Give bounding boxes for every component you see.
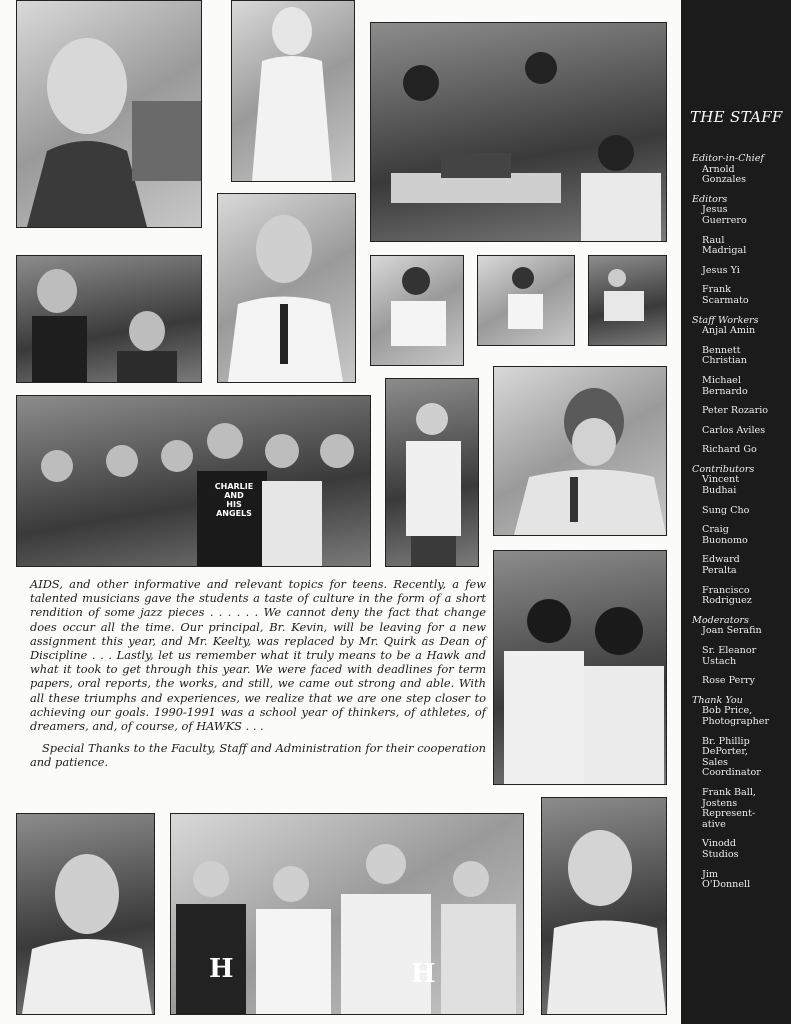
staff-name: Jesus — [702, 204, 728, 216]
staff-name: Edward — [702, 554, 740, 566]
staff-name: Scarmato — [702, 294, 749, 306]
staff-name: DePorter, — [702, 746, 748, 758]
staff-name: Represent- — [702, 808, 756, 820]
staff-entry — [692, 788, 788, 839]
staff-role: Contributors — [692, 463, 755, 475]
staff-entry — [692, 285, 788, 315]
photo-student-writing — [493, 366, 667, 536]
staff-name: Gonzales — [702, 174, 747, 186]
staff-entry — [692, 555, 788, 585]
letter-h-right: H — [411, 959, 436, 989]
article-paragraph-2: Special Thanks to the Faculty, Staff and Administration for their cooperation and patience. — [30, 741, 486, 770]
staff-name: Joan Serafin — [702, 625, 762, 637]
staff-entry — [692, 696, 788, 737]
photo-man-portrait — [16, 813, 155, 1015]
staff-name: Coordinator — [702, 767, 761, 779]
staff-title: THE STAFF — [690, 108, 783, 126]
staff-entry — [692, 676, 788, 696]
photo-two-people-gym — [16, 255, 202, 383]
photo-laughing-student — [541, 797, 667, 1015]
photo-student-desk-3 — [588, 255, 667, 346]
photo-classroom-desks — [370, 22, 667, 242]
staff-entry — [692, 839, 788, 869]
staff-entry — [692, 154, 788, 195]
staff-entry — [692, 465, 788, 506]
staff-role: Staff Workers — [692, 314, 759, 326]
staff-name: Rodriguez — [702, 595, 752, 607]
staff-entry — [692, 506, 788, 526]
staff-name: Carlos Aviles — [702, 424, 766, 436]
staff-name: Raul — [702, 234, 725, 246]
staff-name: Studios — [702, 848, 739, 860]
staff-name: Br. Phillip — [702, 735, 750, 747]
staff-entry — [692, 406, 788, 426]
staff-name: Vinodd — [702, 838, 737, 850]
photo-student-desk-1 — [370, 255, 464, 366]
staff-name: Photographer — [702, 715, 770, 727]
sweatshirt-text: CHARLIE AND HIS ANGELS — [214, 482, 254, 518]
staff-name: Bennett — [702, 344, 741, 356]
staff-name: Richard Go — [702, 444, 757, 456]
staff-name: ative — [702, 818, 726, 830]
photo-man-microphone — [217, 193, 356, 383]
staff-name: Peter Rozario — [702, 405, 769, 417]
letter-h-left: H — [209, 954, 234, 984]
staff-entry — [692, 525, 788, 555]
staff-name: Frank — [702, 284, 731, 296]
staff-entry — [692, 236, 788, 266]
staff-entry — [692, 870, 788, 900]
staff-name: Bernardo — [702, 385, 748, 397]
photo-smiling-woman — [16, 0, 202, 228]
staff-name: Guerrero — [702, 214, 747, 226]
staff-entry — [692, 195, 788, 236]
staff-name: Budhai — [702, 485, 737, 497]
staff-name: Sales — [702, 756, 728, 768]
staff-entry — [692, 346, 788, 376]
article-paragraph-1: AIDS, and other informative and relevant topics for teens. Recently, a few talented musicians gave the students a taste of culture in the form of a short rendition of some jazz pieces . . . . . . We cannot deny the fact that change does occur all the time. Our principal, Br. Kevin, will be leaving for a new assignment this year, and Mr. Keelty, was replaced by Mr. Quirk as Dean of Discipline . . . Lastly, let us remember what it truly means to be a Hawk and what it took to get through this year. We were faced with deadlines for term papers, oral reports, the works, and still, we came out strong and able. With all these triumphs and experiences, we realize that we are one step closer to achieving our goals. 1990-1991 was a school year of thinkers, of athletes, of dreamers, and, of course, of HAWKS . . . — [30, 577, 486, 734]
staff-name: O'Donnell — [702, 879, 751, 891]
staff-entry — [692, 616, 788, 646]
staff-list — [692, 154, 788, 900]
staff-name: Sr. Eleanor — [702, 645, 757, 656]
staff-entry — [692, 266, 788, 286]
photo-blonde-woman — [231, 0, 355, 182]
staff-role: Editors — [692, 193, 728, 205]
staff-entry — [692, 586, 788, 616]
article-text — [30, 577, 486, 770]
staff-entry — [692, 737, 788, 788]
staff-entry — [692, 376, 788, 406]
staff-name: Rose Perry — [702, 675, 755, 687]
staff-name: Anjal Amin — [702, 325, 756, 337]
staff-name: Michael — [702, 374, 741, 386]
photo-four-men-hawks — [170, 813, 524, 1015]
photo-student-desk-2 — [477, 255, 575, 346]
photo-students-talking — [493, 550, 667, 785]
staff-name: Jim — [702, 868, 719, 880]
staff-name: Craig — [702, 524, 729, 536]
staff-name: Buonomo — [702, 534, 748, 546]
staff-name: Peralta — [702, 565, 737, 577]
staff-name: Bob Price, — [702, 705, 753, 717]
staff-name: Sung Cho — [702, 504, 750, 516]
staff-name: Francisco — [702, 584, 750, 596]
staff-name: Arnold — [702, 163, 735, 175]
staff-name: Jesus Yi — [702, 264, 740, 276]
staff-entry — [692, 426, 788, 446]
staff-name: Ustach — [702, 655, 737, 667]
photo-group-women — [16, 395, 371, 567]
staff-entry — [692, 316, 788, 346]
staff-name: Madrigal — [702, 245, 747, 257]
staff-role: Editor-in-Chief — [692, 153, 764, 164]
staff-entry — [692, 445, 788, 465]
photo-man-standing-outdoors — [385, 378, 479, 567]
staff-role: Moderators — [692, 614, 749, 626]
staff-role: Thank You — [692, 694, 743, 706]
staff-name: Frank Ball, — [702, 786, 756, 798]
staff-entry — [692, 646, 788, 676]
staff-name: Jostens — [702, 797, 738, 809]
staff-name: Christian — [702, 355, 747, 367]
staff-name: Vincent — [702, 474, 740, 486]
